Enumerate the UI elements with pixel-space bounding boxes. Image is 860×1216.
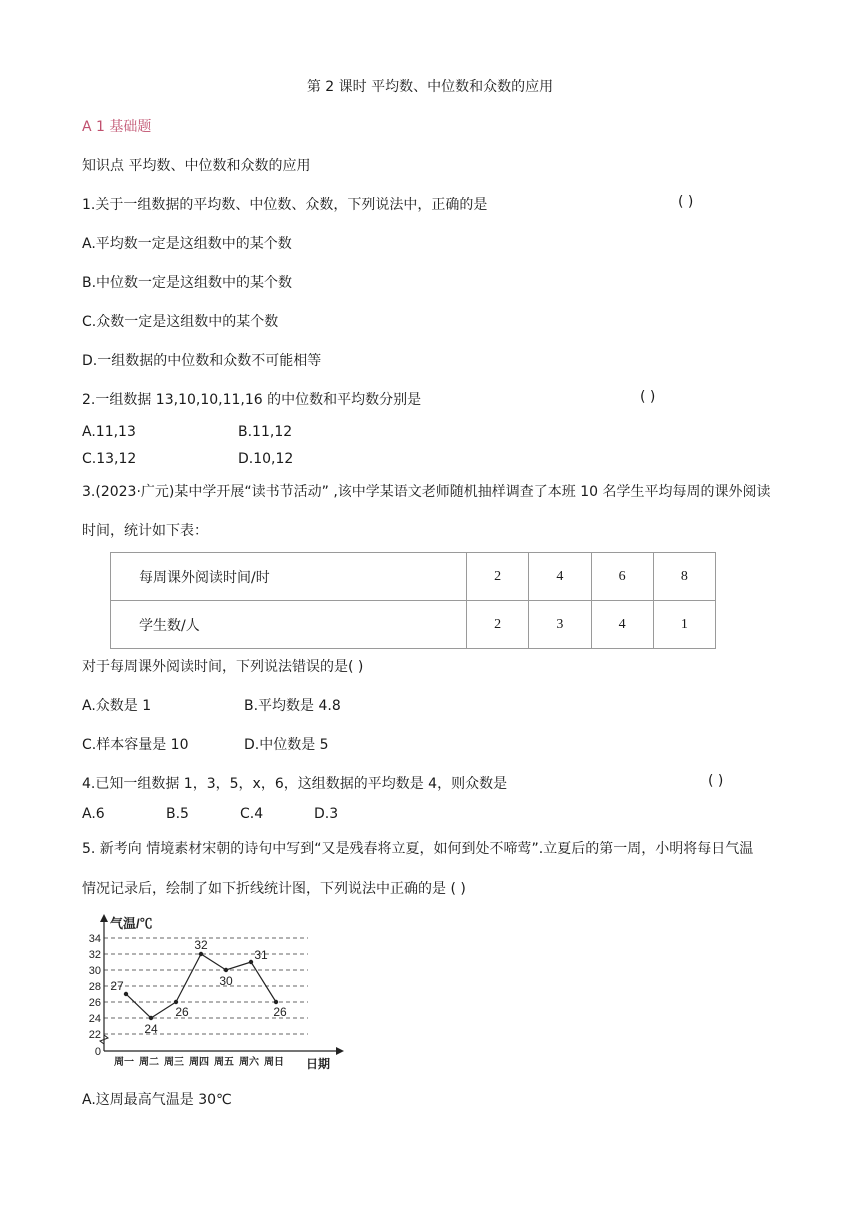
y-tick-label: 24 bbox=[88, 1013, 101, 1025]
table-cell: 3 bbox=[529, 601, 591, 649]
q3-option-a: A.众数是 1 bbox=[82, 698, 152, 714]
q3-stem-line2: 时间，统计如下表： bbox=[82, 523, 208, 539]
y-tick-label: 26 bbox=[88, 997, 101, 1009]
y-axis-arrow bbox=[100, 914, 108, 922]
x-tick-label: 周一 bbox=[114, 1057, 134, 1068]
q2-option-b: B.11,12 bbox=[238, 424, 293, 440]
table-cell: 2 bbox=[467, 601, 529, 649]
y-tick-label: 28 bbox=[88, 981, 101, 993]
y-tick-label: 30 bbox=[88, 965, 101, 977]
q1-option-d: D.一组数据的中位数和众数不可能相等 bbox=[82, 353, 322, 369]
table-cell: 6 bbox=[591, 553, 653, 601]
q3-stem-line1: 3.(2023·广元)某中学开展“读书节活动” ,该中学某语文老师随机抽样调查了本班 10 名学生平均每周的课外阅读 bbox=[82, 484, 771, 500]
data-point bbox=[124, 992, 128, 996]
y-tick-label: 22 bbox=[88, 1029, 101, 1041]
data-point bbox=[224, 968, 228, 972]
knowledge-point: 知识点 平均数、中位数和众数的应用 bbox=[82, 158, 311, 174]
q4-answer-paren: ( ) bbox=[708, 773, 724, 789]
q5-stem-line2: 情况记录后，绘制了如下折线统计图，下列说法中正确的是 ( ) bbox=[82, 881, 466, 897]
q4-option-a: A.6 bbox=[82, 806, 105, 822]
data-label: 30 bbox=[219, 974, 233, 988]
x-tick-label: 周四 bbox=[189, 1057, 209, 1068]
x-axis-label: 日期 bbox=[306, 1057, 331, 1071]
q2-option-c: C.13,12 bbox=[82, 451, 137, 467]
x-tick-label: 周三 bbox=[164, 1057, 184, 1068]
data-point bbox=[249, 960, 253, 964]
table-row bbox=[111, 553, 716, 601]
data-label: 32 bbox=[194, 938, 208, 952]
data-label: 31 bbox=[254, 948, 268, 962]
q2-answer-paren: ( ) bbox=[640, 389, 656, 405]
page-title: 第 2 课时 平均数、中位数和众数的应用 bbox=[306, 79, 554, 95]
data-point bbox=[174, 1000, 178, 1004]
q2-option-d: D.10,12 bbox=[238, 451, 294, 467]
temperature-line-chart bbox=[80, 908, 360, 1078]
x-tick-label: 周二 bbox=[139, 1057, 159, 1068]
q1-option-b: B.中位数一定是这组数中的某个数 bbox=[82, 275, 293, 291]
x-axis-arrow bbox=[336, 1047, 344, 1055]
q4-stem: 4.已知一组数据 1，3，5，x，6，这组数据的平均数是 4，则众数是 bbox=[82, 776, 508, 792]
q3-option-d: D.中位数是 5 bbox=[244, 737, 329, 753]
table-cell: 4 bbox=[591, 601, 653, 649]
data-label: 24 bbox=[144, 1022, 158, 1036]
table-cell: 4 bbox=[529, 553, 591, 601]
q5-option-a: A.这周最高气温是 30℃ bbox=[82, 1092, 232, 1108]
q1-option-a: A.平均数一定是这组数中的某个数 bbox=[82, 236, 292, 252]
table-cell: 1 bbox=[653, 601, 715, 649]
data-point bbox=[274, 1000, 278, 1004]
y-tick-label: 32 bbox=[88, 949, 101, 961]
data-point bbox=[149, 1016, 153, 1020]
y-tick-label: 0 bbox=[94, 1046, 101, 1058]
q1-answer-paren: ( ) bbox=[678, 194, 694, 210]
section-heading: A 1 基础题 bbox=[82, 119, 152, 135]
q2-option-a: A.11,13 bbox=[82, 424, 136, 440]
q1-option-c: C.众数一定是这组数中的某个数 bbox=[82, 314, 279, 330]
x-tick-label: 周五 bbox=[214, 1057, 234, 1068]
reading-time-table bbox=[110, 552, 716, 649]
q4-option-d: D.3 bbox=[314, 806, 339, 822]
q2-stem: 2.一组数据 13,10,10,11,16 的中位数和平均数分别是 bbox=[82, 392, 422, 408]
row-header-student-count: 学生数/人 bbox=[111, 601, 467, 649]
y-axis-label: 气温/℃ bbox=[110, 916, 153, 931]
q4-option-c: C.4 bbox=[240, 806, 264, 822]
x-tick-label: 周六 bbox=[239, 1057, 259, 1068]
table-row bbox=[111, 601, 716, 649]
x-tick-label: 周日 bbox=[264, 1057, 284, 1068]
q4-option-b: B.5 bbox=[166, 806, 189, 822]
data-label: 27 bbox=[110, 979, 124, 993]
row-header-reading-time: 每周课外阅读时间/时 bbox=[111, 553, 467, 601]
data-label: 26 bbox=[273, 1005, 287, 1019]
q3-option-c: C.样本容量是 10 bbox=[82, 737, 189, 753]
q3-option-b: B.平均数是 4.8 bbox=[244, 698, 341, 714]
table-cell: 8 bbox=[653, 553, 715, 601]
y-tick-label: 34 bbox=[88, 933, 101, 945]
table-cell: 2 bbox=[467, 553, 529, 601]
q3-question: 对于每周课外阅读时间，下列说法错误的是( ) bbox=[82, 659, 364, 675]
q1-stem: 1.关于一组数据的平均数、中位数、众数，下列说法中，正确的是 bbox=[82, 197, 488, 213]
q5-stem-line1: 5. 新考向 情境素材宋朝的诗句中写到“又是残春将立夏，如何到处不啼莺”.立夏后的第一周，小明将每日气温 bbox=[82, 841, 754, 857]
data-label: 26 bbox=[175, 1005, 189, 1019]
data-point bbox=[199, 952, 203, 956]
